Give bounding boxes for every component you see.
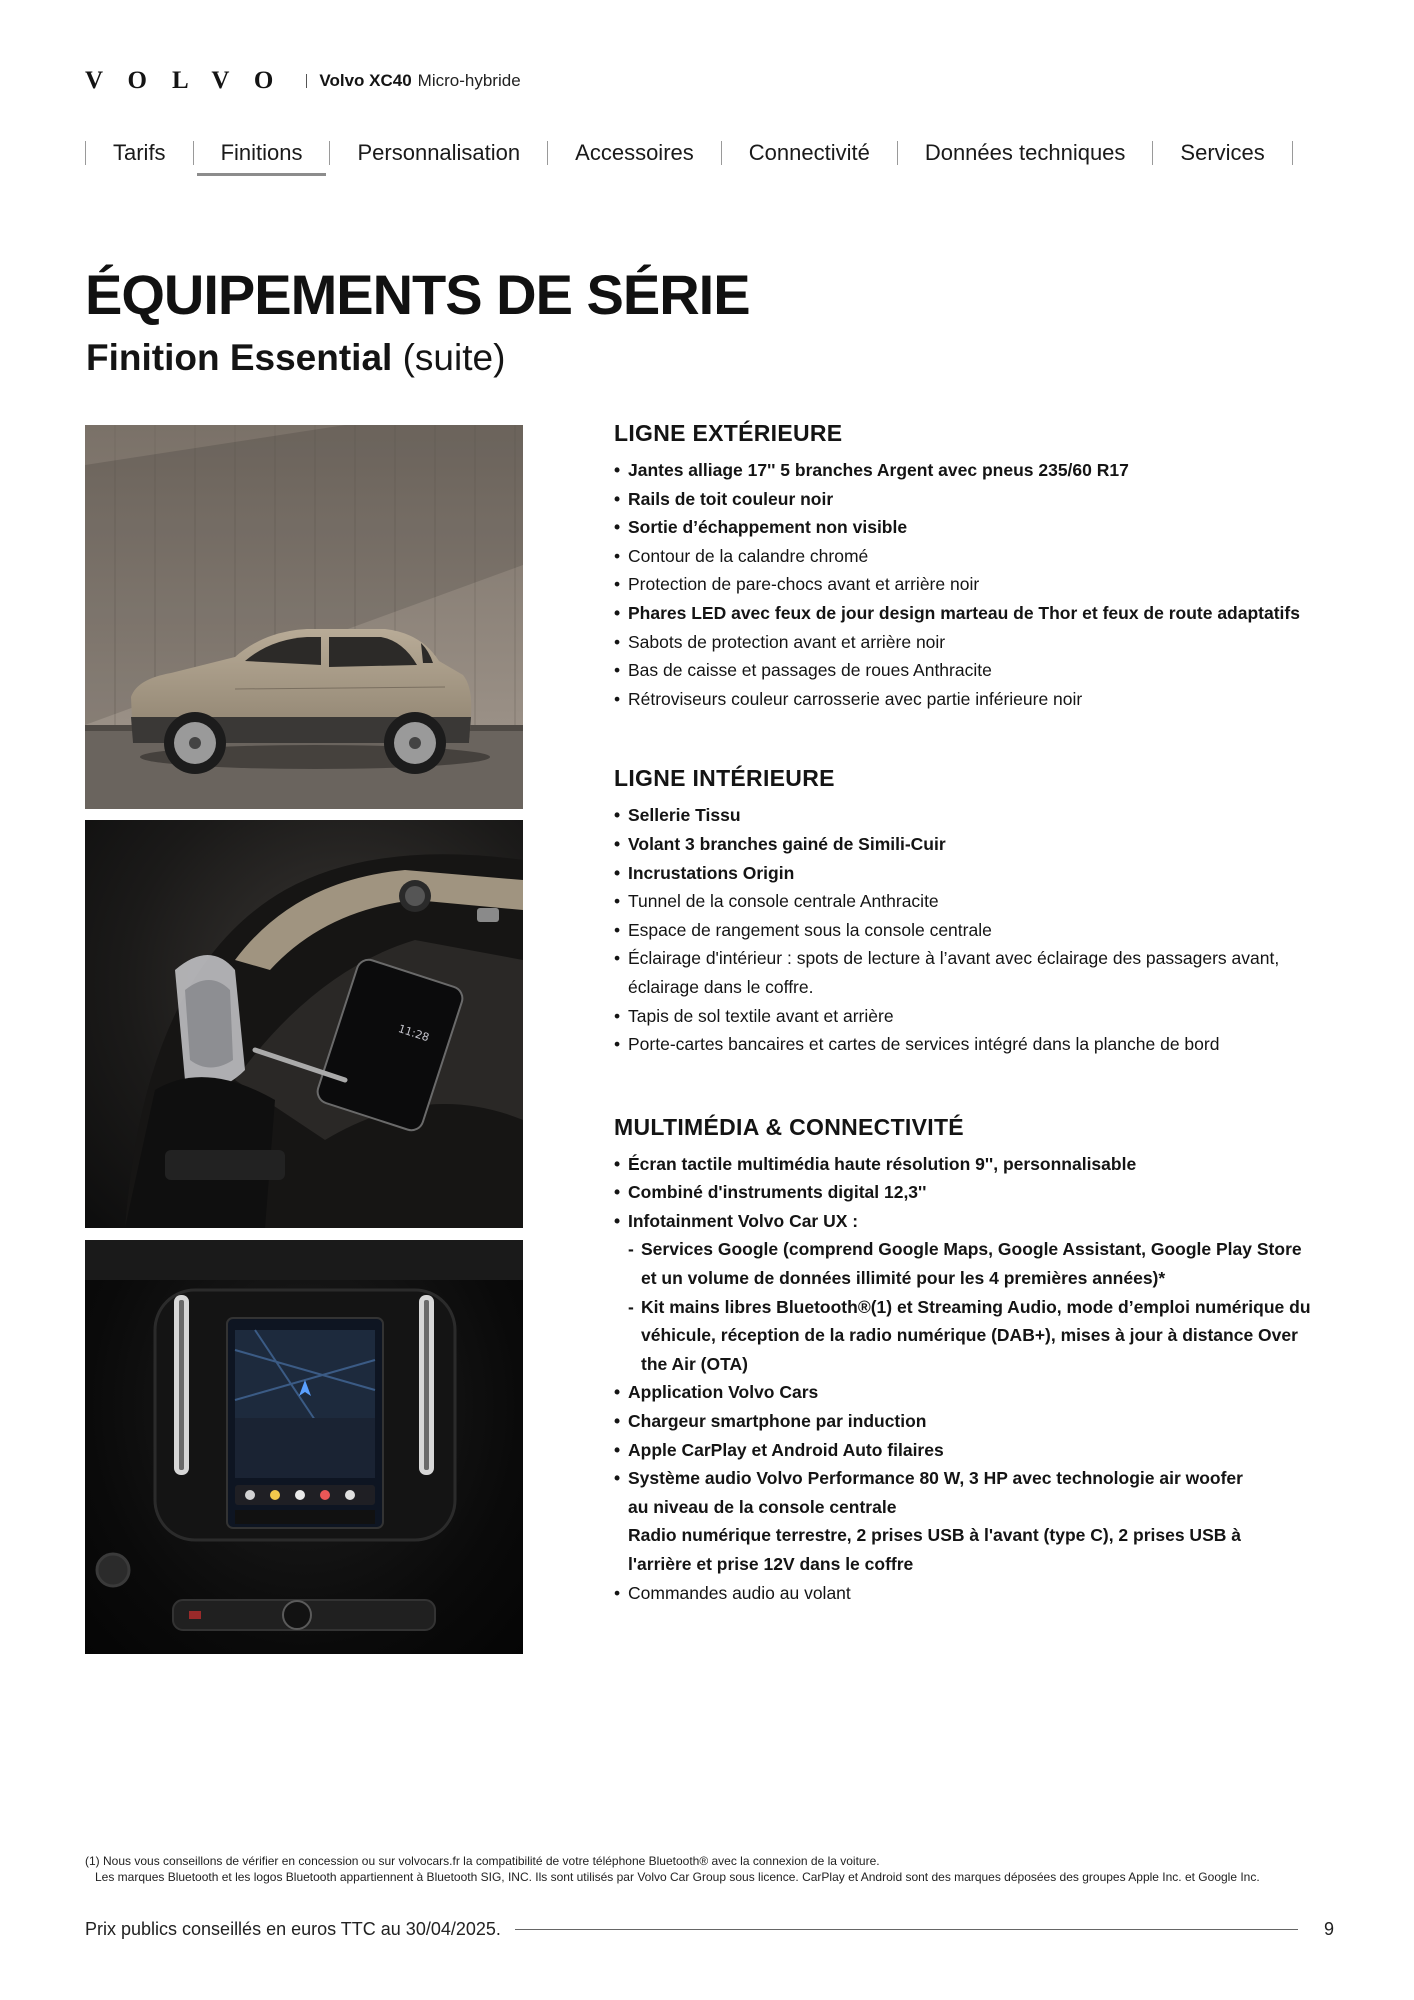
list-item: • Combiné d'instruments digital 12,3'': [614, 1178, 1334, 1207]
list-item: • Rétroviseurs couleur carrosserie avec partie inférieure noir: [614, 685, 1334, 714]
list-item-continued: éclairage dans le coffre.: [628, 976, 814, 997]
section-nav: [85, 130, 1329, 176]
footnote-trademarks: Les marques Bluetooth et les logos Bluetooth appartiennent à Bluetooth SIG, INC. Ils sont utilisés par Volvo Car Group sous licence. CarPlay et Android sont des marques déposées des groupes Apple Inc. et Google Inc.: [95, 1870, 1260, 1884]
list-item: • Espace de rangement sous la console centrale: [614, 916, 1334, 945]
list-item-continued: l'arrière et prise 12V dans le coffre: [628, 1554, 914, 1574]
list-item: • Apple CarPlay et Android Auto filaires: [614, 1436, 1334, 1465]
model-variant: Micro-hybride: [417, 71, 521, 90]
section-heading: LIGNE EXTÉRIEURE: [614, 420, 843, 446]
sub-list-item-continued: the Air (OTA): [641, 1353, 748, 1374]
sub-list-item: - Services Google (comprend Google Maps, Google Assistant, Google Play Store: [614, 1235, 1334, 1264]
list-item: • Chargeur smartphone par induction: [614, 1407, 1334, 1436]
list-item: • Porte-cartes bancaires et cartes de services intégré dans la planche de bord: [614, 1030, 1334, 1059]
interior-console-photo: [85, 820, 523, 1228]
nav-item-tarifs[interactable]: Tarifs: [113, 140, 166, 165]
nav-item-finitions[interactable]: Finitions: [194, 130, 330, 176]
interior-section: [614, 765, 1334, 1058]
header-divider: [306, 74, 307, 88]
nav-divider: [1292, 141, 1293, 165]
dashboard-illustration: [85, 1240, 523, 1654]
nav-item-connectivite[interactable]: Connectivité: [748, 140, 870, 165]
page-subtitle: [86, 337, 505, 379]
section-heading: LIGNE INTÉRIEURE: [614, 765, 835, 792]
list-item: • Incrustations Origin: [614, 859, 1334, 888]
nav-item-donnees-techniques[interactable]: Données techniques: [924, 140, 1126, 165]
list-item-continued: au niveau de la console centrale: [628, 1496, 897, 1517]
subtitle-continued: (suite): [402, 337, 506, 378]
list-item: • Volant 3 branches gainé de Simili-Cuir: [614, 830, 1334, 859]
model-name: Volvo XC40: [319, 71, 412, 90]
section-heading: MULTIMÉDIA & CONNECTIVITÉ: [614, 1113, 964, 1140]
console-illustration: [85, 820, 523, 1228]
sub-list-item-continued: véhicule, réception de la radio numérique (DAB+), mises à jour à distance Over: [641, 1325, 1298, 1346]
footnotes: [85, 1853, 1335, 1885]
svg-text:11:28: 11:28: [396, 1022, 431, 1045]
list-item: • Protection de pare-chocs avant et arrière noir: [614, 570, 1334, 599]
sub-list-item-continued: [614, 1264, 1334, 1293]
list-item: • Tapis de sol textile avant et arrière: [614, 1002, 1334, 1031]
list-item-continued: Radio numérique terrestre, 2 prises USB à l'avant (type C), 2 prises USB à: [628, 1525, 1241, 1546]
page-header: [85, 66, 521, 96]
equipment-lists: [614, 420, 1334, 1607]
list-item: • Sortie d’échappement non visible: [614, 513, 1334, 542]
list-item: • Contour de la calandre chromé: [614, 542, 1334, 571]
sub-list-text: et un volume de données illimité pour les 4 premières années)*: [641, 1268, 1166, 1289]
list-item: • Tunnel de la console centrale Anthracite: [614, 887, 1334, 916]
footnote-1: (1) Nous vous conseillons de vérifier en concession ou sur volvocars.fr la compatibilité de votre téléphone Bluetooth® avec la connexion de la voiture.: [85, 1854, 880, 1868]
list-item: • Infotainment Volvo Car UX :: [614, 1207, 1334, 1236]
list-item: • Commandes audio au volant: [614, 1579, 1334, 1608]
nav-item-services[interactable]: Services: [1180, 140, 1265, 165]
footer-rule: [515, 1929, 1298, 1930]
exterior-section: [614, 420, 1334, 713]
nav-item-accessoires[interactable]: Accessoires: [575, 140, 694, 165]
multimedia-screen-photo: [85, 1240, 523, 1654]
list-item: • Sabots de protection avant et arrière noir: [614, 628, 1334, 657]
list-item: • Jantes alliage 17'' 5 branches Argent avec pneus 235/60 R17: [614, 456, 1334, 485]
list-item: • Sellerie Tissu: [614, 801, 1334, 830]
subtitle-trim: Finition Essential: [86, 337, 393, 378]
list-item: • Système audio Volvo Performance 80 W, 3 HP avec technologie air woofer: [614, 1464, 1334, 1493]
car-illustration: [85, 425, 523, 809]
list-item: • Écran tactile multimédia haute résolution 9'', personnalisable: [614, 1150, 1334, 1179]
list-item: • Éclairage d'intérieur : spots de lecture à l’avant avec éclairage des passagers avant,: [614, 944, 1334, 973]
car-exterior-photo: [85, 425, 523, 809]
list-item: • Bas de caisse et passages de roues Anthracite: [614, 656, 1334, 685]
price-disclaimer: Prix publics conseillés en euros TTC au 30/04/2025.: [85, 1918, 501, 1939]
volvo-logo[interactable]: VOLVO: [85, 67, 299, 94]
list-item: • Application Volvo Cars: [614, 1378, 1334, 1407]
multimedia-section: [614, 1114, 1334, 1608]
nav-item-personnalisation[interactable]: Personnalisation: [357, 140, 521, 165]
list-item: • Phares LED avec feux de jour design marteau de Thor et feux de route adaptatifs: [614, 599, 1334, 628]
page-footer: [85, 1917, 1334, 1941]
page-title: ÉQUIPEMENTS DE SÉRIE: [85, 263, 750, 326]
sub-list-item: - Kit mains libres Bluetooth®(1) et Streaming Audio, mode d’emploi numérique du: [614, 1293, 1334, 1322]
list-item: • Rails de toit couleur noir: [614, 485, 1334, 514]
page-number: 9: [1323, 1918, 1334, 1939]
